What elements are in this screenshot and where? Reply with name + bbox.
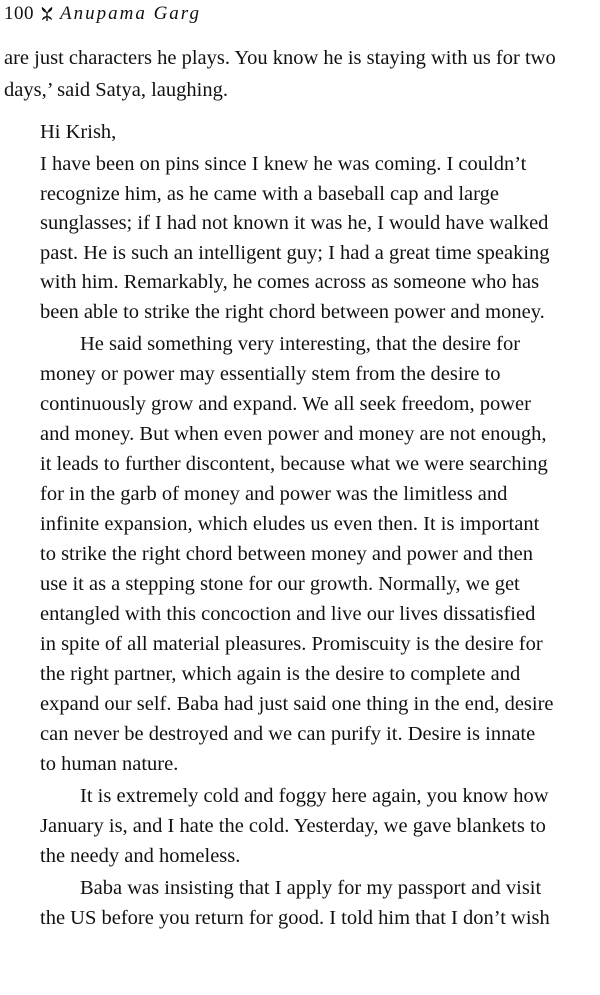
text-line: it leads to further discontent, because what we were searching [40,453,548,475]
text-line: the right partner, which again is the desire to complete and [40,663,521,685]
text-line: been able to strike the right chord between power and money. [40,301,545,323]
text-line: to strike the right chord between money and power and then [40,543,533,565]
text-line: with him. Remarkably, he comes across as someone who has [40,271,540,293]
text-line: are just characters he plays. You know he is staying with us for two [4,47,556,69]
page-number: 100 [4,3,34,24]
text-line: expand our self. Baba had just said one thing in the end, desire [40,693,554,715]
text-line: can never be destroyed and we can purify it. Desire is innate [40,723,536,745]
text-line: January is, and I hate the cold. Yesterday, we gave blankets to [40,815,546,837]
floral-ornament-icon [40,6,54,22]
text-line: the US before you return for good. I told him that I don’t wish [40,907,550,929]
text-line: infinite expansion, which eludes us even then. It is important [40,513,540,535]
text-line: past. He is such an intelligent guy; I had a great time speaking [40,242,550,264]
text-line: money or power may essentially stem from the desire to [40,363,501,385]
text-line: use it as a stepping stone for our growth. Normally, we get [40,573,520,595]
text-line: recognize him, as he came with a baseball cap and large [40,183,499,205]
text-line: He said something very interesting, that the desire for [80,333,521,355]
text-line: I have been on pins since I knew he was coming. I couldn’t [40,153,527,175]
text-line: in spite of all material pleasures. Promiscuity is the desire for [40,633,543,655]
text-line: entangled with this concoction and live our lives dissatisfied [40,603,536,625]
running-header [4,0,201,28]
text-line: Baba was insisting that I apply for my passport and visit [80,877,542,899]
text-line: and money. But when even power and money are not enough, [40,423,547,445]
text-line: the needy and homeless. [40,845,241,867]
text-line: continuously grow and expand. We all seek freedom, power [40,393,531,415]
text-line: days,’ said Satya, laughing. [4,79,228,101]
letter-salutation: Hi Krish, [40,121,117,143]
text-line: to human nature. [40,753,179,775]
text-line: sunglasses; if I had not known it was he, I would have walked [40,212,549,234]
author-name: Anupama Garg [60,3,201,24]
text-line: It is extremely cold and foggy here again, you know how [80,785,549,807]
text-line: for in the garb of money and power was the limitless and [40,483,508,505]
